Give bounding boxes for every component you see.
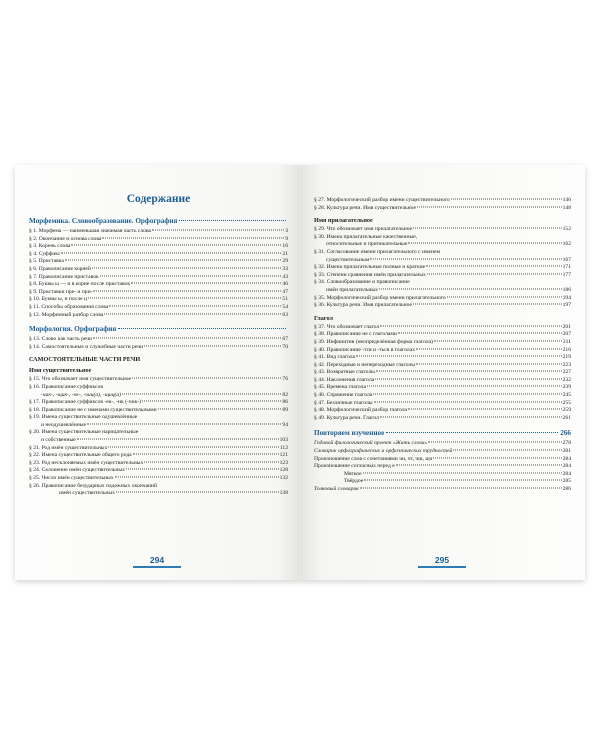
toc-entry[interactable]: Мягкое 284	[344, 470, 571, 477]
toc-entry[interactable]: § 33. Степени сравнения имён прилагательных 177	[314, 271, 571, 278]
toc-entry[interactable]	[29, 258, 288, 266]
toc-entry[interactable]	[29, 304, 288, 312]
toc-entry-line[interactable]: § 20. Имена существительные нарицательные	[29, 429, 139, 436]
toc-entry[interactable]	[314, 331, 571, 339]
dot-leader	[118, 328, 286, 329]
toc-entry[interactable]: и собственные 103	[41, 437, 288, 444]
toc-entry-title: § 1. Морфема — наименьшая значимая часть слова	[29, 228, 152, 234]
toc-entry[interactable]: § 17. Правописание суффиксов -ек-, -ик (-чик-) 86	[29, 399, 288, 406]
toc-entry-page: 207	[562, 331, 571, 338]
right-page	[300, 165, 585, 580]
toc-entry[interactable]: Твёрдое 285	[344, 478, 571, 485]
toc-entry-title: § 40. Правописание -тся и -ться в глаголах	[314, 346, 416, 353]
section-title: Морфемика. Словообразование. Орфография	[29, 217, 178, 225]
page-number-right: 295	[418, 555, 466, 568]
toc-entry[interactable]	[29, 228, 288, 236]
dot-leader	[398, 333, 562, 334]
toc-entry[interactable]: относительные и притяжательные 162	[326, 241, 571, 248]
dot-leader	[408, 409, 562, 410]
dot-leader	[100, 275, 282, 276]
section-title: Повторяем изученное	[314, 429, 385, 438]
section-heading	[29, 217, 288, 225]
toc-entry-title: § 5. Приставка	[29, 258, 64, 265]
toc-entry-page: 70	[282, 343, 288, 350]
toc-entry[interactable]	[29, 274, 288, 282]
toc-entry[interactable]: § 29. Что обозначает имя прилагательное 152	[314, 226, 571, 233]
toc-entry-title: § 4. Суффикс	[29, 250, 61, 257]
toc-entry[interactable]: -чик-, -щик-, -ек-, -чиц(а), -щиц(а) 82	[41, 391, 288, 398]
dot-leader	[356, 356, 562, 357]
toc-entry[interactable]: Произношение согласных перед е 284	[314, 463, 571, 470]
toc-entry-page: 223	[562, 361, 571, 368]
toc-entry[interactable]: имён прилагательных 186	[326, 286, 571, 293]
toc-entry-title: § 6. Правописание корней	[29, 265, 91, 272]
toc-entry[interactable]	[314, 347, 571, 355]
toc-entry[interactable]	[314, 415, 571, 423]
toc-title: Содержание	[126, 193, 191, 205]
dot-leader	[373, 394, 561, 395]
toc-entry-title: § 41. Вид глагола	[314, 354, 355, 361]
dot-leader	[65, 260, 282, 261]
toc-list	[314, 324, 571, 423]
toc-entry[interactable]: Годовой филологический проект «Жить слова» 278	[314, 440, 571, 447]
dot-leader	[380, 325, 561, 326]
toc-entry[interactable]	[29, 236, 288, 244]
page-number-left: 294	[133, 555, 181, 568]
subsection-heading: Имя прилагательное	[314, 217, 373, 225]
toc-entry-title: § 42. Переходные и непереходные глаголы	[314, 361, 415, 368]
toc-entry[interactable]: и неодушевлённые 94	[41, 421, 288, 428]
toc-entry[interactable]: § 27. Морфологический разбор имени существительного 146	[314, 197, 571, 203]
toc-entry[interactable]	[29, 312, 288, 320]
toc-entry-page: 219	[562, 354, 571, 361]
toc-list	[29, 228, 288, 319]
toc-entry-page: 51	[282, 296, 288, 303]
toc-entry-title: § 10. Буквы ы, и после ц	[29, 296, 87, 303]
toc-entry[interactable]	[314, 407, 571, 415]
toc-entry[interactable]	[314, 339, 571, 347]
toc-entry[interactable]: § 15. Что обозначает имя существительное 76	[29, 376, 288, 383]
section-page: 266	[560, 429, 571, 438]
toc-entry-page: 227	[562, 369, 571, 376]
dot-leader	[102, 237, 284, 238]
toc-list	[29, 336, 288, 351]
dot-leader	[93, 338, 281, 339]
dot-leader	[109, 305, 281, 306]
toc-entry-title: § 37. Что обозначает глагол	[314, 323, 380, 330]
toc-entry-page: 259	[562, 407, 571, 414]
toc-entry-title: § 39. Инфинитив (неопределённая форма глагола)	[314, 338, 433, 345]
toc-entry[interactable]: § 28. Культура речи. Имя существительное 148	[314, 204, 571, 211]
subsection-heading: Имя существительное	[29, 367, 92, 375]
toc-entry-title: § 47. Безличные глаголы	[314, 399, 373, 406]
toc-entry[interactable]: имён существительных 138	[59, 490, 288, 497]
toc-entry[interactable]	[29, 251, 288, 259]
toc-entry[interactable]	[29, 281, 288, 289]
toc-entry-line[interactable]: § 26. Правописание безударных падежных окончаний	[29, 482, 158, 489]
toc-entry-title: § 12. Морфемный разбор слова	[29, 311, 104, 318]
toc-entry-title: § 38. Правописание не с глаголами	[314, 331, 397, 338]
dot-leader	[434, 340, 562, 341]
toc-entry[interactable]	[314, 354, 571, 362]
toc-entry-title: § 46. Спряжение глагола	[314, 392, 373, 399]
toc-entry-page: 63	[282, 311, 288, 318]
toc-entry-page: 216	[562, 346, 571, 353]
dot-leader	[416, 363, 562, 364]
toc-entry-title: § 13. Слово как часть речи	[29, 336, 93, 343]
toc-entry-line[interactable]: § 30. Имена прилагательные качественные,	[314, 233, 418, 240]
toc-entry-line[interactable]: § 19. Имена существительные одушевлённые	[29, 414, 138, 421]
left-page	[15, 165, 300, 580]
toc-entry[interactable]: § 35. Морфологический разбор имени прилагательного 194	[314, 294, 571, 301]
toc-entry-title: § 9. Приставки пре- и при-	[29, 288, 93, 295]
toc-entry[interactable]	[314, 392, 571, 400]
toc-entry[interactable]	[29, 296, 288, 304]
toc-entry-title: § 49. Культура речи. Глагол	[314, 414, 379, 421]
toc-entry-page: 261	[562, 414, 571, 421]
dot-leader	[386, 432, 558, 433]
toc-entry-page: 29	[282, 258, 288, 265]
toc-entry[interactable]: Произношение слов с сочетаниями чн, чт, чш, щч 284	[314, 455, 571, 462]
toc-entry-line[interactable]: § 34. Словообразование и правописание	[314, 279, 410, 286]
toc-entry-title: § 48. Морфологический разбор глагола	[314, 407, 408, 414]
toc-entry[interactable]	[29, 243, 288, 251]
dot-leader	[179, 220, 286, 221]
toc-entry[interactable]	[314, 324, 571, 332]
toc-entry-page: 46	[282, 281, 288, 288]
toc-entry-line[interactable]: § 31. Согласование имени прилагательного с именем	[314, 248, 441, 255]
toc-entry-page: 245	[562, 392, 571, 399]
toc-entry-page: 211	[562, 338, 571, 345]
toc-entry-page: 9	[285, 235, 288, 242]
dot-leader	[375, 378, 561, 379]
open-book	[15, 165, 585, 580]
toc-entry-title: § 8. Буквы ы — и в корне после приставок	[29, 281, 131, 288]
toc-entry[interactable]: § 24. Склонение имён существительных 128	[29, 467, 288, 474]
toc-entry-page: 43	[282, 273, 288, 280]
toc-entry-page: 239	[562, 384, 571, 391]
toc-entry-page: 232	[562, 376, 571, 383]
toc-entry[interactable]: существительным 167	[326, 256, 571, 263]
toc-entry-title: § 3. Корень слова	[29, 243, 71, 250]
dot-leader	[416, 348, 562, 349]
toc-entry[interactable]: § 22. Имена существительные общего рода 121	[29, 452, 288, 459]
toc-entry-page: 21	[282, 250, 288, 257]
toc-entry[interactable]	[314, 362, 571, 370]
dot-leader	[71, 245, 281, 246]
toc-entry[interactable]: Толковый словарик 286	[314, 486, 571, 492]
subsection-heading: Глагол	[314, 314, 333, 322]
toc-entry-page: 16	[282, 243, 288, 250]
toc-entry-page: 201	[562, 323, 571, 330]
toc-entry-title: § 43. Возвратные глаголы	[314, 369, 375, 376]
toc-entry[interactable]	[314, 377, 571, 385]
toc-entry[interactable]: § 23. Род несклоняемых имён существительных 123	[29, 459, 288, 466]
toc-entry-title: § 14. Самостоятельные и служебные части речи	[29, 343, 143, 350]
section-heading	[29, 325, 288, 333]
toc-entry-title: § 7. Правописание приставок	[29, 273, 99, 280]
toc-entry[interactable]: Словарик орфографических и орфоэпических трудностей 281	[314, 448, 571, 455]
toc-entry[interactable]: § 21. Род имён существительных 112	[29, 444, 288, 451]
toc-entry[interactable]: § 25. Число имён существительных 132	[29, 475, 288, 482]
dot-leader	[144, 345, 281, 346]
dot-leader	[61, 252, 281, 253]
dot-leader	[376, 371, 562, 372]
toc-entry[interactable]: § 32. Имена прилагательные полные и краткие 171	[314, 264, 571, 271]
toc-entry[interactable]: § 18. Правописание не с именами существительными 89	[29, 406, 288, 413]
part-heading: САМОСТОЯТЕЛЬНЫЕ ЧАСТИ РЕЧИ	[29, 356, 141, 364]
dot-leader	[88, 298, 281, 299]
toc-entry[interactable]	[29, 336, 288, 344]
toc-entry[interactable]	[29, 289, 288, 297]
toc-entry-line[interactable]: § 16. Правописание суффиксов	[29, 383, 103, 390]
dot-leader	[152, 230, 284, 231]
toc-entry-page: 33	[282, 265, 288, 272]
toc-entry-title: § 2. Окончание и основа слова	[29, 235, 102, 242]
dot-leader	[374, 401, 562, 402]
toc-entry-title: § 11. Способы образования слова	[29, 303, 109, 310]
toc-entry[interactable]: § 36. Культура речи. Имя прилагательное 197	[314, 302, 571, 309]
dot-leader	[380, 416, 562, 417]
toc-entry-title: § 44. Наклонения глагола	[314, 376, 375, 383]
toc-entry-page: 67	[282, 336, 288, 343]
dot-leader	[104, 313, 281, 314]
toc-entry[interactable]	[29, 266, 288, 274]
toc-entry[interactable]	[29, 344, 288, 352]
section-title: Морфология. Орфография	[29, 325, 117, 334]
toc-entry[interactable]	[314, 384, 571, 392]
toc-entry-page: 54	[282, 303, 288, 310]
toc-entry-page: 3	[285, 228, 288, 234]
dot-leader	[131, 283, 281, 284]
dot-leader	[93, 290, 281, 291]
toc-entry-page: 255	[562, 399, 571, 406]
toc-entry[interactable]	[314, 369, 571, 377]
section-heading[interactable]	[314, 429, 571, 437]
dot-leader	[92, 267, 282, 268]
dot-leader	[367, 386, 562, 387]
toc-entry-page: 47	[282, 288, 288, 295]
toc-entry-title: § 45. Времена глагола	[314, 384, 366, 391]
